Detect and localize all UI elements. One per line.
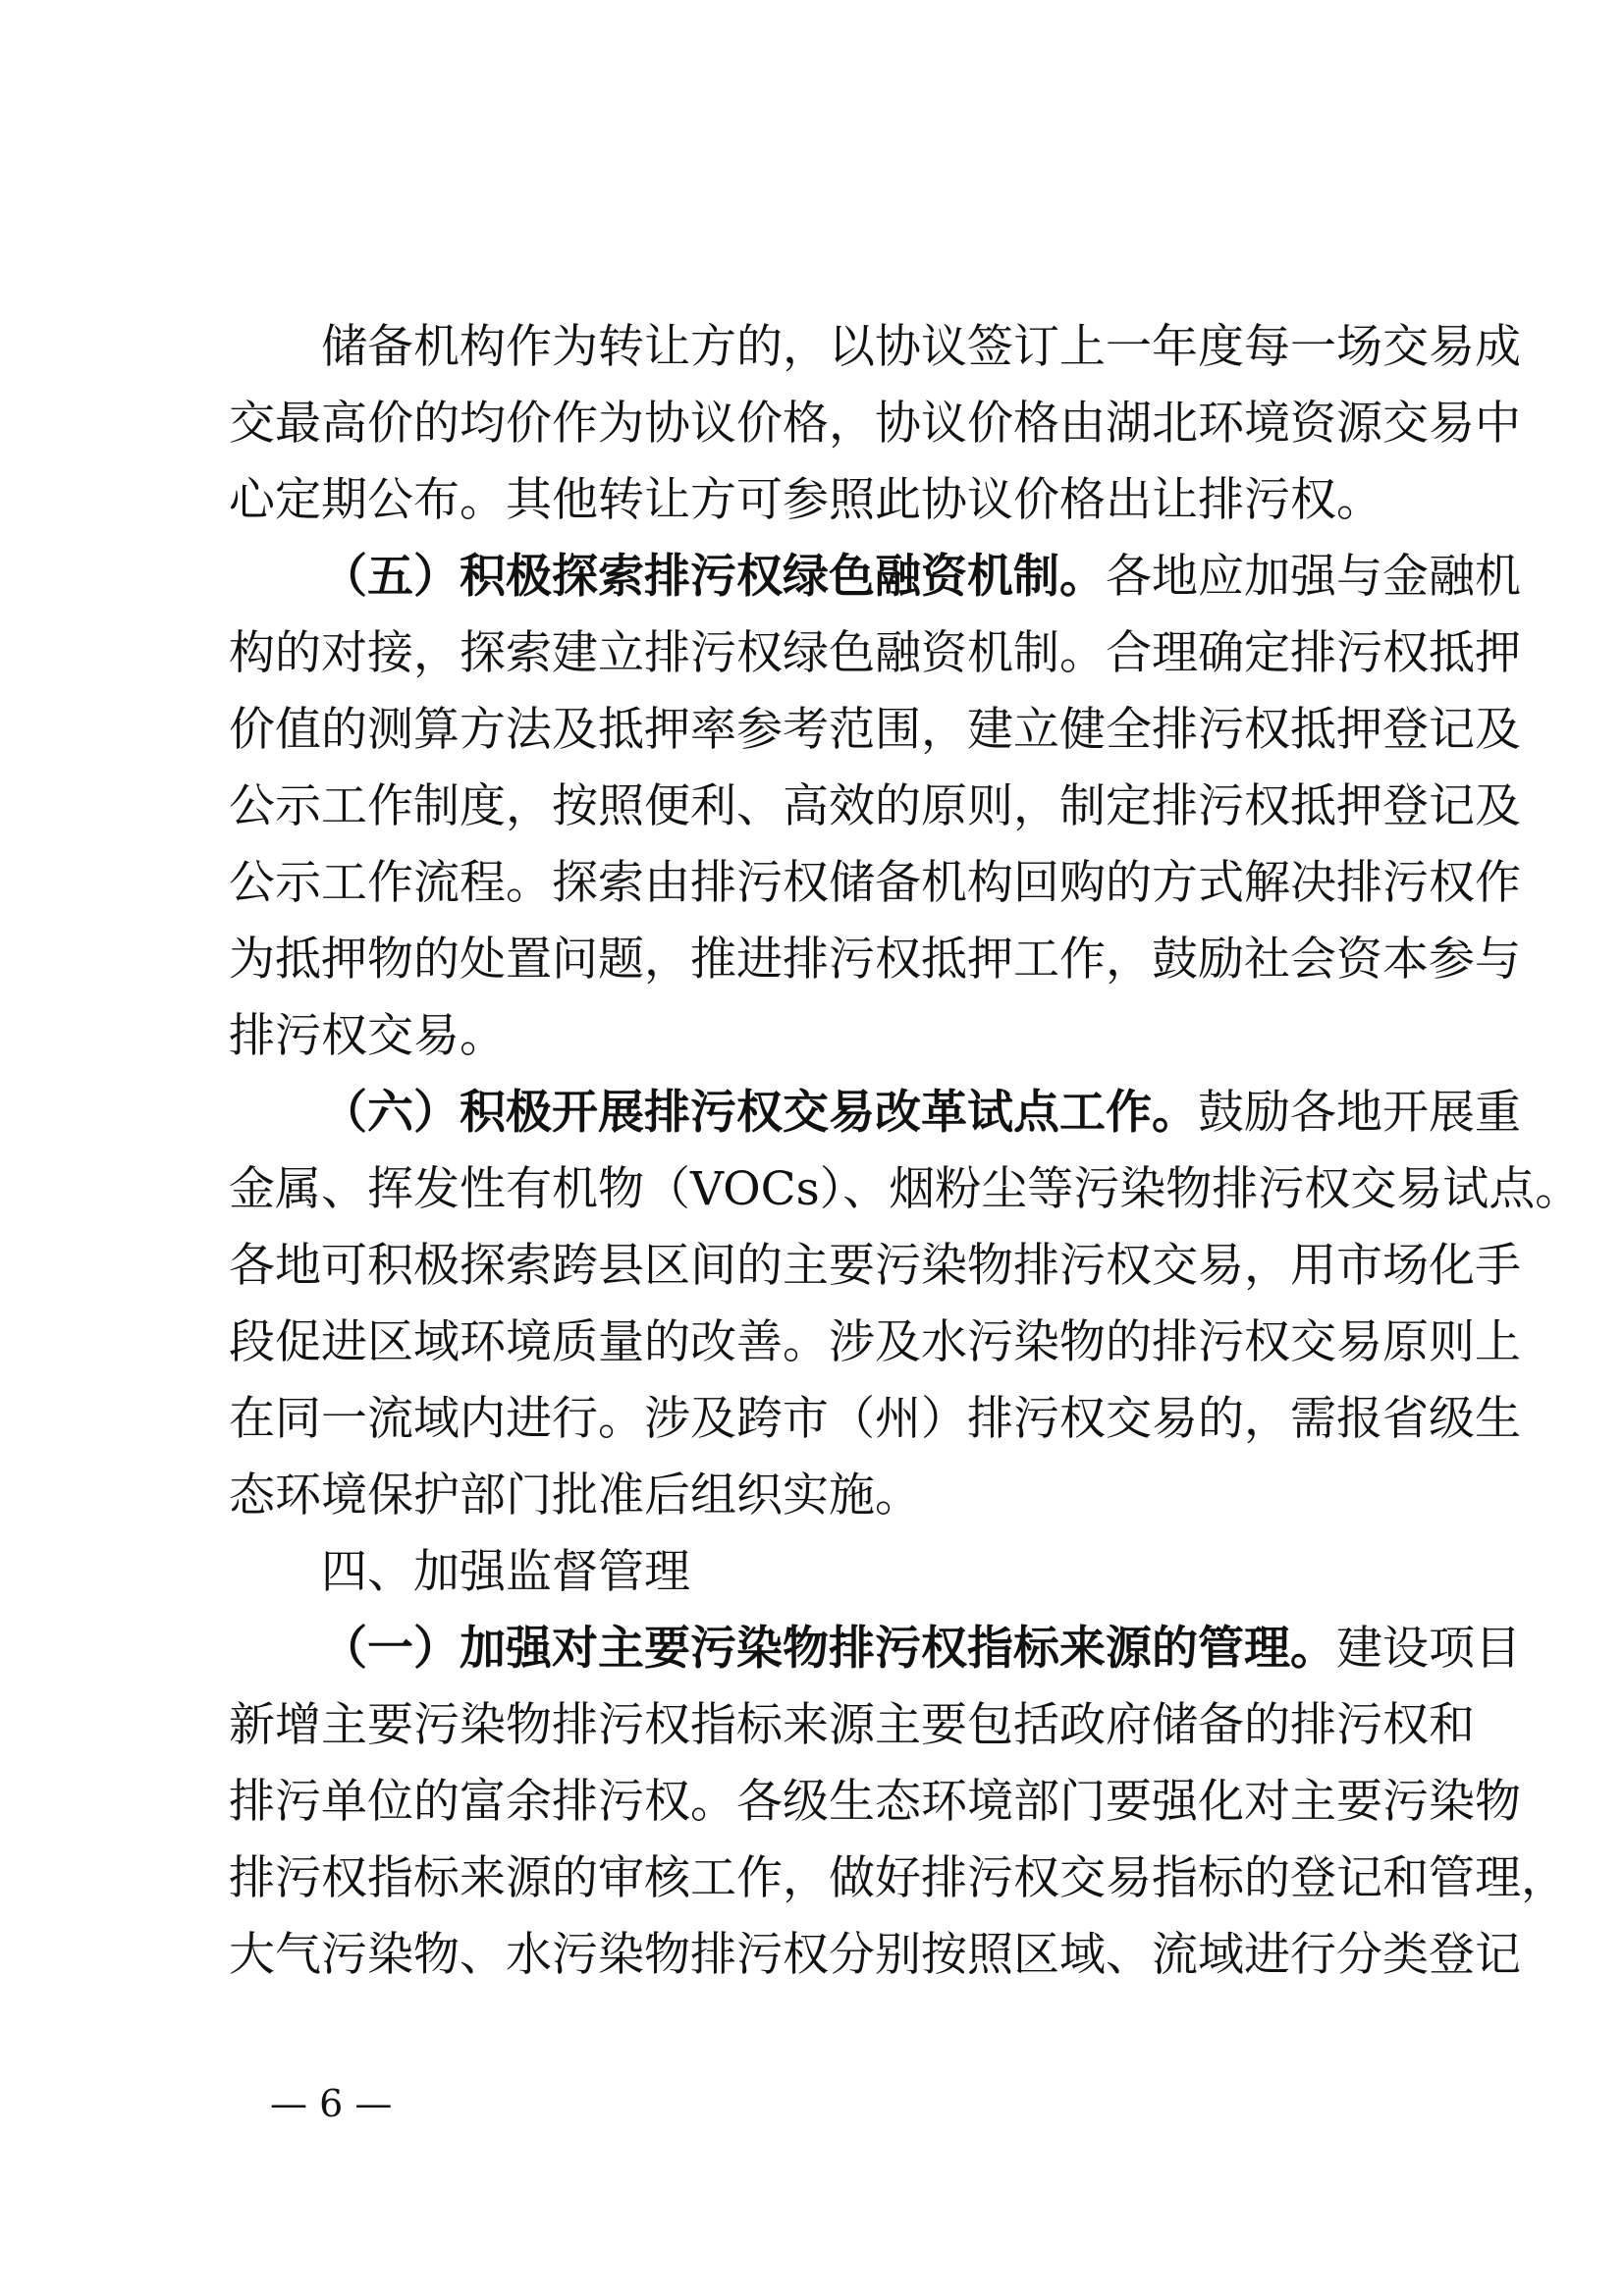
paragraph-line: 心定期公布。其他转让方可参照此协议价格出让排污权。 bbox=[229, 473, 1382, 527]
section-heading-5: （五）积极探索排污权绿色融资机制。 bbox=[321, 550, 1106, 604]
paragraph-text: 鼓励各地开展重 bbox=[1198, 1086, 1521, 1140]
paragraph-line: 排污权交易。 bbox=[229, 1009, 506, 1063]
paragraph-line: 段促进区域环境质量的改善。涉及水污染物的排污权交易原则上 bbox=[229, 1315, 1521, 1369]
page-number: — 6 — bbox=[270, 2082, 393, 2125]
paragraph-line bbox=[321, 539, 1521, 615]
paragraph-line: 为抵押物的处置问题，推进排污权抵押工作，鼓励社会资本参与 bbox=[229, 933, 1521, 987]
chapter-heading: 四、加强监督管理 bbox=[321, 1545, 690, 1599]
paragraph-line bbox=[321, 1075, 1521, 1151]
paragraph-line: 储备机构作为转让方的，以协议签订上一年度每一场交易成 bbox=[321, 320, 1521, 374]
paragraph-line: 交最高价的均价作为协议价格，协议价格由湖北环境资源交易中 bbox=[229, 397, 1521, 451]
paragraph-line: 大气污染物、水污染物排污权分别按照区域、流域进行分类登记 bbox=[229, 1928, 1521, 1982]
section-heading-1: （一）加强对主要污染物排污权指标来源的管理。 bbox=[321, 1622, 1336, 1676]
paragraph-line bbox=[321, 1611, 1521, 1687]
paragraph-line: 排污权指标来源的审核工作，做好排污权交易指标的登记和管理， bbox=[229, 1851, 1567, 1905]
section-heading-6: （六）积极开展排污权交易改革试点工作。 bbox=[321, 1086, 1198, 1140]
paragraph-line: 各地可积极探索跨县区间的主要污染物排污权交易，用市场化手 bbox=[229, 1239, 1521, 1293]
paragraph-text: 建设项目 bbox=[1336, 1622, 1521, 1676]
paragraph-line: 公示工作制度，按照便利、高效的原则，制定排污权抵押登记及 bbox=[229, 779, 1521, 833]
paragraph-line: 价值的测算方法及抵押率参考范围，建立健全排污权抵押登记及 bbox=[229, 703, 1521, 757]
paragraph-text: 各地应加强与金融机 bbox=[1106, 550, 1521, 604]
paragraph-line: 构的对接，探索建立排污权绿色融资机制。合理确定排污权抵押 bbox=[229, 626, 1521, 680]
paragraph-line: 金属、挥发性有机物（VOCs）、烟粉尘等污染物排污权交易试点。 bbox=[229, 1162, 1582, 1216]
paragraph-line: 态环境保护部门批准后组织实施。 bbox=[229, 1468, 921, 1522]
paragraph-line: 排污单位的富余排污权。各级生态环境部门要强化对主要污染物 bbox=[229, 1775, 1521, 1829]
paragraph-line: 公示工作流程。探索由排污权储备机构回购的方式解决排污权作 bbox=[229, 856, 1521, 910]
paragraph-line: 在同一流域内进行。涉及跨市（州）排污权交易的，需报省级生 bbox=[229, 1392, 1521, 1446]
paragraph-line: 新增主要污染物排污权指标来源主要包括政府储备的排污权和 bbox=[229, 1698, 1475, 1752]
